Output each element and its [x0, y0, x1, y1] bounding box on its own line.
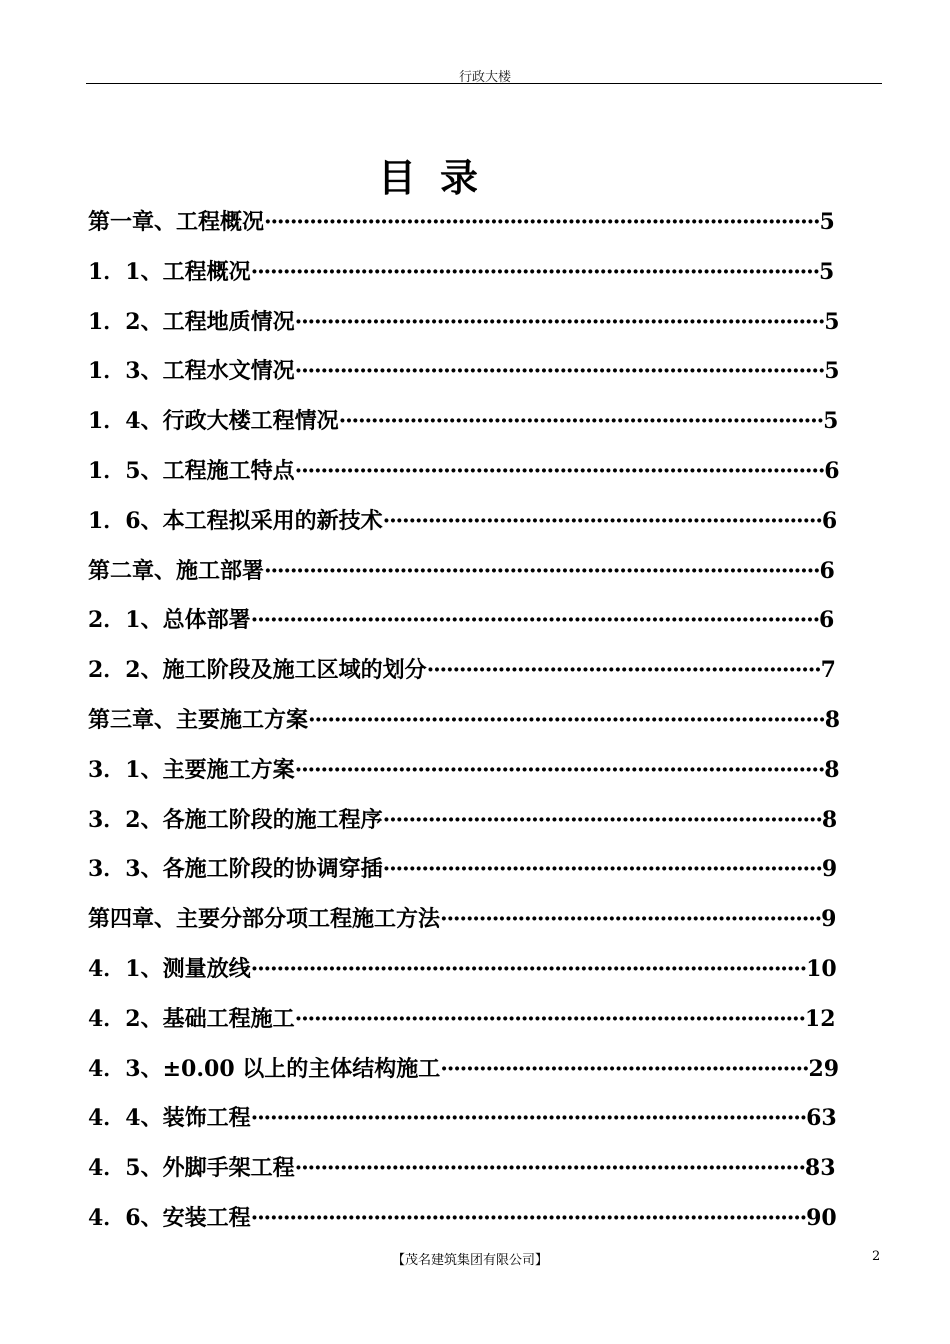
toc-entry-page: 12 [804, 1005, 836, 1032]
toc-entry-label: 1．3、工程水文情况 [88, 358, 295, 385]
toc-entry[interactable] [88, 248, 848, 298]
page-number: 2 [872, 1249, 881, 1264]
leader-dots: ·················································································· [294, 457, 825, 484]
toc-entry[interactable] [88, 1144, 848, 1194]
leader-dots: ························································· [440, 1055, 809, 1082]
toc-entry[interactable] [88, 497, 848, 547]
toc-entry-label: 1．4、行政大楼工程情况 [88, 408, 339, 435]
toc-entry-label: 4．3、±0.00 以上的主体结构施工 [88, 1055, 441, 1082]
leader-dots: ······················································································ [250, 1204, 807, 1231]
leader-dots: ······················································································ [250, 1105, 807, 1132]
toc-entry-label: 2．1、总体部署 [88, 607, 251, 634]
toc-entry-page: 9 [821, 856, 838, 883]
toc-entry-page: 5 [819, 209, 835, 235]
leader-dots: ················································································ [308, 706, 825, 733]
toc-entry-page: 90 [806, 1204, 837, 1231]
toc-entry[interactable] [88, 945, 848, 995]
header-rule [86, 83, 882, 84]
toc-entry-page: 6 [821, 507, 838, 534]
toc-entry-page: 6 [819, 557, 835, 584]
toc-entry-page: 7 [820, 657, 836, 684]
toc-entry-page: 6 [824, 457, 840, 484]
leader-dots: ·················································································· [294, 358, 825, 385]
toc-entry-label: 3．3、各施工阶段的协调穿插 [88, 856, 383, 883]
toc-entry-label: 第二章、施工部署 [88, 557, 265, 584]
leader-dots: ··········································································· [338, 408, 824, 435]
toc-entry[interactable] [88, 796, 848, 846]
toc-entry-label: 第三章、主要施工方案 [88, 706, 309, 733]
toc-entry-label: 1．5、工程施工特点 [88, 457, 295, 484]
running-header: 行政大楼 [458, 70, 511, 85]
toc-entry[interactable] [88, 397, 848, 447]
leader-dots: ························································································ [250, 607, 820, 634]
toc-entry-page: 5 [819, 258, 835, 285]
table-of-contents [88, 198, 848, 1244]
toc-entry-label: 第一章、工程概况 [88, 209, 265, 235]
leader-dots: ·················································································· [294, 756, 825, 783]
toc-entry[interactable] [88, 845, 848, 895]
toc-entry[interactable] [88, 547, 848, 597]
toc-entry[interactable] [88, 995, 848, 1045]
toc-entry-page: 8 [824, 756, 840, 783]
leader-dots: ························································································ [250, 258, 820, 285]
toc-entry[interactable] [88, 596, 848, 646]
toc-entry[interactable] [88, 696, 848, 746]
toc-entry[interactable] [88, 646, 848, 696]
toc-entry[interactable] [88, 1045, 848, 1095]
toc-entry[interactable] [88, 1094, 848, 1144]
leader-dots: ··············································································· [294, 1155, 805, 1182]
toc-entry-label: 1．2、工程地质情况 [88, 308, 295, 335]
toc-entry-page: 5 [824, 358, 840, 385]
leader-dots: ······················································································ [264, 209, 820, 235]
toc-entry-page: 10 [806, 955, 837, 982]
leader-dots: ···································································· [382, 507, 822, 534]
toc-entry-label: 4．6、安装工程 [88, 1204, 251, 1231]
leader-dots: ···································································· [382, 856, 822, 883]
toc-entry[interactable] [88, 447, 848, 497]
toc-entry-label: 3．1、主要施工方案 [88, 756, 295, 783]
toc-entry-label: 1．1、工程概况 [88, 258, 251, 285]
toc-entry[interactable] [88, 1194, 848, 1244]
toc-entry[interactable] [88, 746, 848, 796]
toc-entry[interactable] [88, 895, 848, 945]
toc-entry-label: 2．2、施工阶段及施工区域的划分 [88, 657, 427, 684]
toc-entry[interactable] [88, 198, 848, 248]
leader-dots: ······················································································ [264, 557, 820, 584]
toc-entry-label: 1．6、本工程拟采用的新技术 [88, 507, 383, 534]
leader-dots: ··························································· [440, 906, 822, 933]
toc-entry-page: 9 [821, 906, 837, 933]
toc-entry-page: 29 [808, 1055, 840, 1082]
toc-entry-label: 第四章、主要分部分项工程施工方法 [88, 906, 441, 933]
toc-entry-page: 5 [824, 308, 840, 335]
leader-dots: ·················································································· [294, 308, 825, 335]
toc-entry-page: 63 [806, 1105, 837, 1132]
toc-entry-label: 4．4、装饰工程 [88, 1105, 251, 1132]
toc-entry-label: 3．2、各施工阶段的施工程序 [88, 806, 383, 833]
toc-entry-page: 83 [804, 1155, 836, 1182]
toc-entry-label: 4．2、基础工程施工 [88, 1005, 295, 1032]
toc-entry[interactable] [88, 298, 848, 348]
leader-dots: ··············································································· [294, 1005, 805, 1032]
toc-entry-page: 6 [819, 607, 835, 634]
leader-dots: ······················································································ [250, 955, 807, 982]
footer-company: 【茂名建筑集团有限公司】 [391, 1253, 548, 1268]
leader-dots: ···································································· [382, 806, 822, 833]
toc-entry-page: 8 [821, 806, 838, 833]
toc-entry-page: 8 [824, 706, 841, 733]
toc-entry-label: 4．1、测量放线 [88, 955, 251, 982]
toc-entry-page: 5 [823, 408, 839, 435]
toc-title: 目录 [377, 155, 502, 200]
leader-dots: ····························································· [426, 657, 821, 684]
toc-entry-label: 4．5、外脚手架工程 [88, 1155, 295, 1182]
toc-entry[interactable] [88, 347, 848, 397]
